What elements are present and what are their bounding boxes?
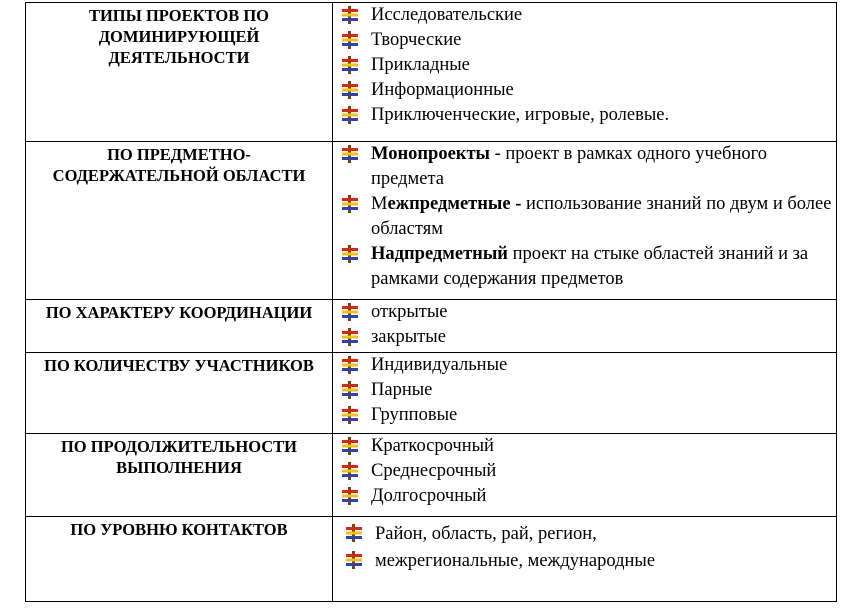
items-cell <box>333 353 837 434</box>
list-item: Прикладные <box>341 53 836 78</box>
list-item: Групповые <box>341 403 836 428</box>
table-row <box>26 434 837 517</box>
list-item: Индивидуальные <box>341 353 836 378</box>
list-item: Приключенческие, игровые, ролевые. <box>341 103 836 128</box>
list-item: Межпредметные - использование знаний по двум и более областям <box>341 192 836 242</box>
list-item: Парные <box>341 378 836 403</box>
category-label: ПО КОЛИЧЕСТВУ УЧАСТНИКОВ <box>44 356 314 375</box>
category-label: ПО ХАРАКТЕРУ КООРДИНАЦИИ <box>45 303 313 322</box>
category-cell <box>26 434 333 517</box>
category-cell <box>26 517 333 602</box>
bullet-list-icon <box>341 195 359 213</box>
bullet-list-icon <box>341 437 359 455</box>
category-label: ТИПЫ ПРОЕКТОВ ПО ДОМИНИРУЮЩЕЙ ДЕЯТЕЛЬНОСТИ <box>88 6 270 67</box>
bullet-list-icon <box>341 31 359 49</box>
list-item: Информационные <box>341 78 836 103</box>
table-row <box>26 142 837 300</box>
category-label: ПО УРОВНЮ КОНТАКТОВ <box>70 520 288 539</box>
list-item: Среднесрочный <box>341 459 836 484</box>
list-item: Творческие <box>341 28 836 53</box>
bullet-list-icon <box>341 406 359 424</box>
category-cell <box>26 300 333 353</box>
list-item: Район, область, рай, регион, <box>345 521 836 548</box>
bullet-list-icon <box>341 381 359 399</box>
list-item: Краткосрочный <box>341 434 836 459</box>
bullet-list-icon <box>341 462 359 480</box>
list-item: закрытые <box>341 325 836 350</box>
list-item: Долгосрочный <box>341 484 836 509</box>
bullet-list-icon <box>341 245 359 263</box>
list-item: Исследовательские <box>341 3 836 28</box>
items-cell <box>333 3 837 142</box>
items-cell <box>333 434 837 517</box>
table-row <box>26 300 837 353</box>
table-row <box>26 517 837 602</box>
bullet-list-icon <box>341 145 359 163</box>
bullet-list-icon <box>345 551 363 569</box>
bullet-list-icon <box>341 6 359 24</box>
bullet-list-icon <box>341 487 359 505</box>
bullet-list-icon <box>345 524 363 542</box>
category-cell <box>26 142 333 300</box>
table-row <box>26 353 837 434</box>
bullet-list-icon <box>341 328 359 346</box>
category-label: ПО ПРЕДМЕТНО-СОДЕРЖАТЕЛЬНОЙ ОБЛАСТИ <box>52 145 306 185</box>
list-item: Монопроекты - проект в рамках одного учебного предмета <box>341 142 836 192</box>
project-types-table <box>25 2 837 602</box>
list-item: Надпредметный проект на стыке областей знаний и за рамками содержания предметов <box>341 242 836 292</box>
table-row <box>26 3 837 142</box>
bullet-list-icon <box>341 356 359 374</box>
items-cell <box>333 517 837 602</box>
category-cell <box>26 3 333 142</box>
category-label: ПО ПРОДОЛЖИТЕЛЬНОСТИ ВЫПОЛНЕНИЯ <box>60 437 298 477</box>
bullet-list-icon <box>341 81 359 99</box>
bullet-list-icon <box>341 56 359 74</box>
list-item: открытые <box>341 300 836 325</box>
category-cell <box>26 353 333 434</box>
bullet-list-icon <box>341 106 359 124</box>
items-cell <box>333 300 837 353</box>
list-item: межрегиональные, международные <box>345 548 836 575</box>
bullet-list-icon <box>341 303 359 321</box>
items-cell <box>333 142 837 300</box>
